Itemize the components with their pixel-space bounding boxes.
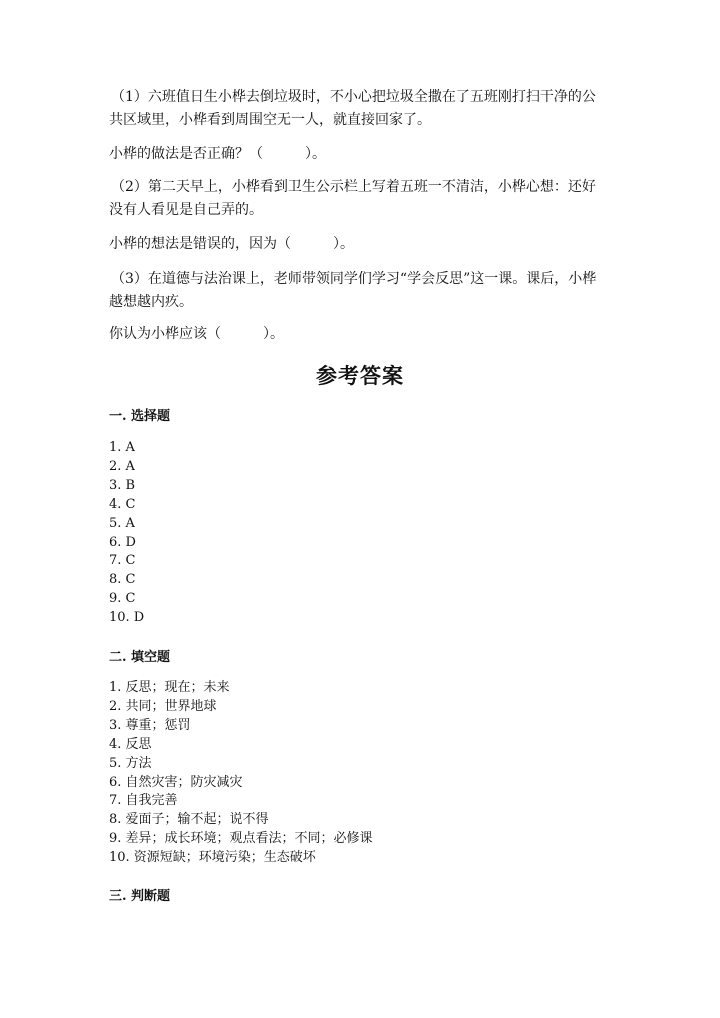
list-item: 7. C — [109, 553, 136, 569]
list-item: 1. A — [109, 440, 135, 455]
question-3-scenario: （3）在道德与法治课上，老师带领同学们学习“学会反思”这一课。课后，小桦越想越内疚。 — [109, 271, 597, 310]
section-heading-fill: 二. 填空题 — [109, 650, 171, 665]
question-3-prompt: 你认为小桦应该（ ）。 — [109, 326, 284, 342]
list-item: 7. 自我完善 — [109, 793, 178, 809]
list-item: 4. 反思 — [109, 736, 152, 752]
list-item: 10. D — [109, 610, 145, 626]
question-2-scenario: （2）第二天早上，小桦看到卫生公示栏上写着五班一不清洁，小桦心想：还好没有人看见是自己弄的。 — [109, 179, 596, 218]
list-item: 9. 差异；成长环境；观点看法；不同；必修课 — [109, 831, 373, 847]
section-heading-choice: 一. 选择题 — [109, 409, 171, 424]
list-item: 3. 尊重；惩罚 — [109, 717, 191, 733]
list-item: 5. A — [109, 515, 135, 531]
question-1-scenario: （1）六班值日生小桦去倒垃圾时，不小心把垃圾全撒在了五班刚打扫干净的公共区域里，小桦看到周围空无一人，就直接回家了。 — [109, 89, 596, 128]
list-item: 2. 共同；世界地球 — [109, 698, 217, 714]
list-item: 9. C — [109, 591, 136, 607]
section-heading-judge: 三. 判断题 — [109, 889, 171, 904]
list-item: 6. 自然灾害；防灾减灾 — [109, 774, 243, 790]
list-item: 5. 方法 — [109, 755, 152, 771]
list-item: 2. A — [109, 458, 135, 474]
list-item: 1. 反思；现在；未来 — [109, 680, 230, 695]
choice-answer-list — [109, 439, 144, 628]
answer-key-title: 参考答案 — [316, 363, 404, 388]
question-1-prompt: 小桦的做法是否正确？（ ）。 — [109, 146, 326, 162]
list-item: 8. 爱面子；输不起；说不得 — [109, 812, 269, 828]
question-2-prompt: 小桦的想法是错误的，因为（ ）。 — [109, 236, 354, 252]
list-item: 10. 资源短缺；环境污染；生态破坏 — [109, 850, 316, 866]
list-item: 8. C — [109, 572, 136, 588]
list-item: 3. B — [109, 477, 136, 493]
list-item: 6. D — [109, 534, 136, 550]
list-item: 4. C — [109, 496, 136, 512]
fill-answer-list — [109, 679, 373, 868]
